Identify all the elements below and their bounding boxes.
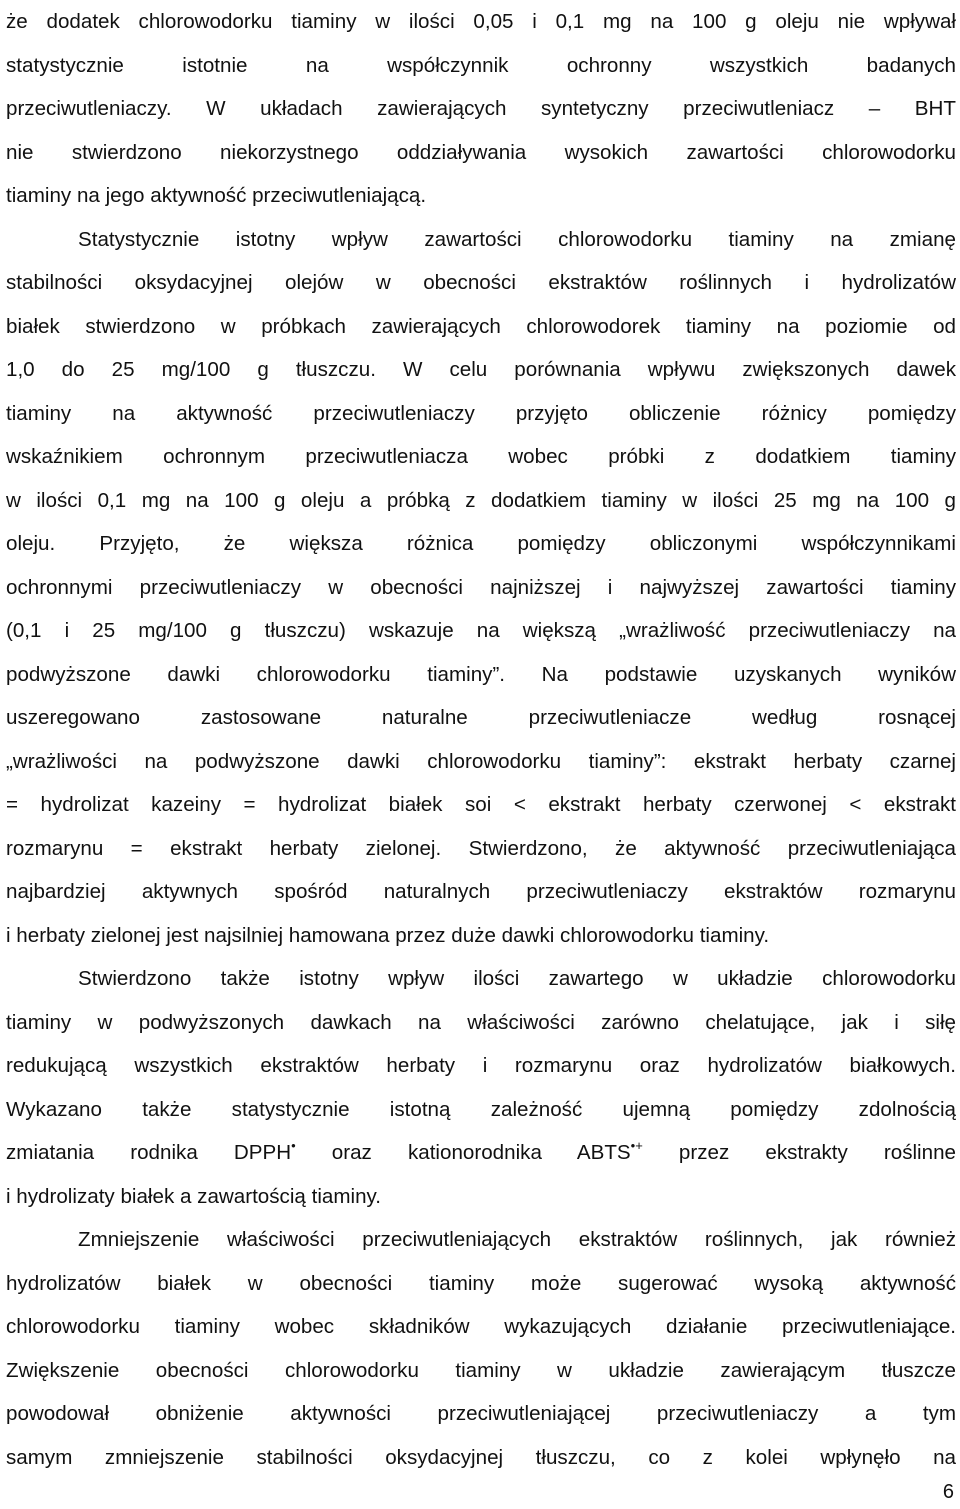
text-line: stabilności oksydacyjnej olejów w obecności ekstraktów roślinnych i hydrolizatów: [6, 271, 956, 294]
text-line: powodował obniżenie aktywności przeciwutleniającej przeciwutleniaczy a tym: [6, 1402, 956, 1425]
text-segment: zmiatania rodnika DPPH: [6, 1141, 292, 1164]
text-segment: oraz kationorodnika ABTS: [295, 1141, 631, 1164]
text-line: tiaminy na aktywność przeciwutleniaczy przyjęto obliczenie różnicy pomiędzy: [6, 401, 956, 425]
text-line: redukującą wszystkich ekstraktów herbaty i rozmarynu oraz hydrolizatów białkowych.: [6, 1054, 956, 1077]
text-line: Wykazano także statystycznie istotną zależność ujemną pomiędzy zdolnością: [6, 1097, 956, 1121]
text-line: Statystycznie istotny wpływ zawartości chlorowodorku tiaminy na zmianę: [78, 227, 956, 251]
text-line: białek stwierdzono w próbkach zawierających chlorowodorek tiaminy na poziomie od: [6, 314, 956, 338]
text-line: ochronnymi przeciwutleniaczy w obecności najniższej i najwyższej zawartości tiaminy: [6, 575, 956, 599]
text-segment: przez ekstrakty roślinne: [642, 1141, 956, 1164]
text-line: „wrażliwości na podwyższone dawki chlorowodorku tiaminy”: ekstrakt herbaty czarnej: [6, 749, 956, 773]
text-line: oleju. Przyjęto, że większa różnica pomiędzy obliczonymi współczynnikami: [6, 532, 956, 555]
text-line: [6, 1131, 956, 1175]
text-line: w ilości 0,1 mg na 100 g oleju a próbką z dodatkiem tiaminy w ilości 25 mg na 100 g: [6, 488, 956, 512]
text-line: samym zmniejszenie stabilności oksydacyjnej tłuszczu, co z kolei wpłynęło na: [6, 1445, 956, 1469]
text-line: = hydrolizat kazeiny = hydrolizat białek soi < ekstrakt herbaty czerwonej < ekstrakt: [6, 793, 956, 816]
text-line: rozmarynu = ekstrakt herbaty zielonej. Stwierdzono, że aktywność przeciwutleniająca: [6, 836, 956, 860]
text-line: że dodatek chlorowodorku tiaminy w ilości 0,05 i 0,1 mg na 100 g oleju nie wpływał: [6, 10, 956, 33]
text-line: statystycznie istotnie na współczynnik ochronny wszystkich badanych: [6, 53, 956, 77]
text-line: (0,1 i 25 mg/100 g tłuszczu) wskazuje na większą „wrażliwość przeciwutleniaczy na: [6, 619, 956, 642]
text-line: podwyższone dawki chlorowodorku tiaminy”. Na podstawie uzyskanych wyników: [6, 662, 956, 686]
text-line: uszeregowano zastosowane naturalne przeciwutleniacze według rosnącej: [6, 706, 956, 729]
text-line: tiaminy w podwyższonych dawkach na właściwości zarówno chelatujące, jak i siłę: [6, 1010, 956, 1034]
text-line: i herbaty zielonej jest najsilniej hamowana przez duże dawki chlorowodorku tiaminy.: [6, 923, 770, 947]
text-line: chlorowodorku tiaminy wobec składników wykazujących działanie przeciwutleniające.: [6, 1315, 956, 1338]
text-line: i hydrolizaty białek a zawartością tiaminy.: [6, 1184, 382, 1208]
text-line: Stwierdzono także istotny wpływ ilości zawartego w układzie chlorowodorku: [78, 967, 956, 990]
document-body: [6, 0, 956, 1479]
text-line: nie stwierdzono niekorzystnego oddziaływania wysokich zawartości chlorowodorku: [6, 140, 956, 164]
text-line: najbardziej aktywnych spośród naturalnych przeciwutleniaczy ekstraktów rozmarynu: [6, 880, 956, 903]
page-number: 6: [942, 1481, 954, 1503]
text-line: przeciwutleniaczy. W układach zawierających syntetyczny przeciwutleniacz – BHT: [6, 97, 956, 120]
text-line: 1,0 do 25 mg/100 g tłuszczu. W celu porównania wpływu zwiększonych dawek: [6, 358, 956, 381]
text-line: Zwiększenie obecności chlorowodorku tiaminy w układzie zawierającym tłuszcze: [6, 1358, 956, 1382]
text-line: Zmniejszenie właściwości przeciwutleniających ekstraktów roślinnych, jak również: [78, 1228, 956, 1251]
superscript: •+: [630, 1138, 643, 1153]
text-line: tiaminy na jego aktywność przeciwutleniającą.: [6, 184, 427, 207]
text-line: wskaźnikiem ochronnym przeciwutleniacza wobec próbki z dodatkiem tiaminy: [6, 445, 956, 468]
superscript: •: [291, 1138, 296, 1153]
text-line: hydrolizatów białek w obecności tiaminy może sugerować wysoką aktywność: [6, 1271, 956, 1295]
